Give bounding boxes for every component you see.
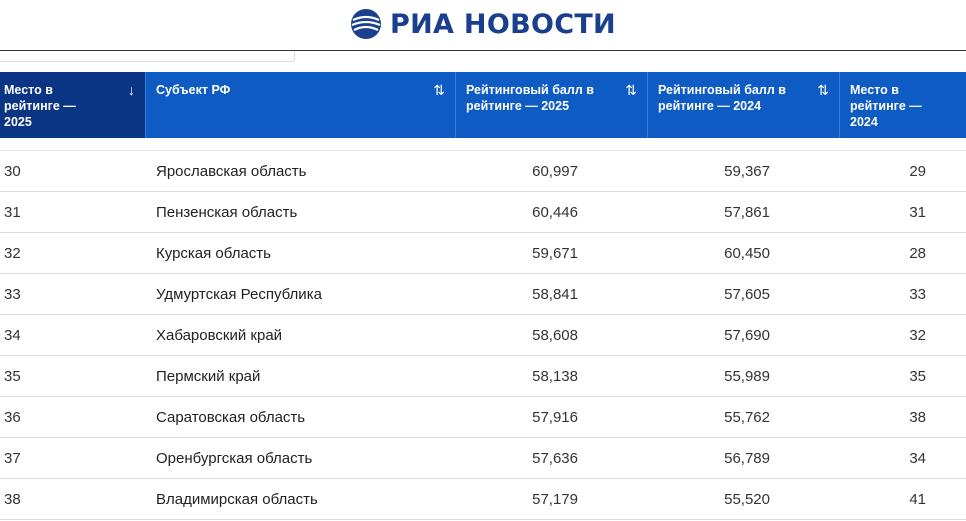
table-row[interactable] <box>0 192 966 233</box>
cell-region: Пермский край <box>156 367 261 385</box>
cell-region: Оренбургская область <box>156 449 313 467</box>
site-header <box>0 4 966 44</box>
column-header-score-2025[interactable] <box>456 72 648 138</box>
cell-rank-2025: 34 <box>4 326 21 344</box>
sort-updown-icon[interactable]: ⇅ <box>817 82 829 98</box>
cell-region: Владимирская область <box>156 490 318 508</box>
cell-score-2024: 56,789 <box>724 449 770 467</box>
cell-score-2025: 60,997 <box>532 162 578 180</box>
column-label: Место в рейтинге — 2024 <box>850 83 922 129</box>
cell-score-2024: 55,762 <box>724 408 770 426</box>
table-body <box>0 150 966 520</box>
cell-rank-2025: 31 <box>4 203 21 221</box>
sort-updown-icon[interactable]: ⇅ <box>625 82 637 98</box>
table-row[interactable] <box>0 397 966 438</box>
cell-region: Курская область <box>156 244 271 262</box>
table-row[interactable] <box>0 479 966 520</box>
column-label: Рейтинговый балл в рейтинге — 2024 <box>658 83 786 113</box>
table-row[interactable] <box>0 356 966 397</box>
cell-score-2024: 57,605 <box>724 285 770 303</box>
table-row[interactable] <box>0 151 966 192</box>
cell-score-2025: 57,179 <box>532 490 578 508</box>
table-row[interactable] <box>0 274 966 315</box>
table-search-input[interactable] <box>0 51 295 62</box>
table-row[interactable] <box>0 438 966 479</box>
cell-rank-2025: 38 <box>4 490 21 508</box>
cell-score-2025: 59,671 <box>532 244 578 262</box>
cell-score-2025: 58,608 <box>532 326 578 344</box>
arrow-down-icon[interactable]: ↓ <box>128 82 135 98</box>
cell-score-2024: 57,861 <box>724 203 770 221</box>
cell-region: Ярославская область <box>156 162 307 180</box>
cell-rank-2024: 33 <box>909 285 926 303</box>
cell-score-2025: 58,138 <box>532 367 578 385</box>
cell-rank-2025: 37 <box>4 449 21 467</box>
column-label: Место в рейтинге — 2025 <box>4 83 76 129</box>
column-header-score-2024[interactable] <box>648 72 840 138</box>
column-header-rank-2025[interactable] <box>0 72 146 138</box>
cell-rank-2025: 35 <box>4 367 21 385</box>
cell-rank-2024: 31 <box>909 203 926 221</box>
cell-score-2024: 59,367 <box>724 162 770 180</box>
cell-region: Хабаровский край <box>156 326 283 344</box>
cell-rank-2024: 35 <box>909 367 926 385</box>
cell-rank-2024: 38 <box>909 408 926 426</box>
cell-rank-2025: 36 <box>4 408 21 426</box>
cell-region: Пензенская область <box>156 203 298 221</box>
cell-score-2025: 58,841 <box>532 285 578 303</box>
cell-rank-2024: 28 <box>909 244 926 262</box>
cell-score-2025: 60,446 <box>532 203 578 221</box>
column-label: Рейтинговый балл в рейтинге — 2025 <box>466 83 594 113</box>
brand-name: РИА НОВОСТИ <box>390 8 616 40</box>
cell-rank-2025: 33 <box>4 285 21 303</box>
column-header-region[interactable] <box>146 72 456 138</box>
table-header <box>0 72 966 138</box>
cell-score-2024: 55,989 <box>724 367 770 385</box>
cell-region: Саратовская область <box>156 408 306 426</box>
cell-rank-2024: 32 <box>909 326 926 344</box>
cell-score-2024: 55,520 <box>724 490 770 508</box>
cell-rank-2025: 30 <box>4 162 21 180</box>
sort-updown-icon[interactable]: ⇅ <box>433 82 445 98</box>
cell-rank-2025: 32 <box>4 244 21 262</box>
cell-score-2024: 60,450 <box>724 244 770 262</box>
ria-globe-icon <box>350 8 382 40</box>
column-label: Субъект РФ <box>156 83 231 97</box>
cell-score-2024: 57,690 <box>724 326 770 344</box>
table-row[interactable] <box>0 315 966 356</box>
cell-region: Удмуртская Республика <box>156 285 322 303</box>
table-row[interactable] <box>0 233 966 274</box>
cell-score-2025: 57,916 <box>532 408 578 426</box>
cell-rank-2024: 41 <box>909 490 926 508</box>
column-header-rank-2024[interactable] <box>840 72 966 138</box>
ria-logo[interactable] <box>350 8 616 40</box>
cell-score-2025: 57,636 <box>532 449 578 467</box>
cell-rank-2024: 29 <box>909 162 926 180</box>
cell-rank-2024: 34 <box>909 449 926 467</box>
